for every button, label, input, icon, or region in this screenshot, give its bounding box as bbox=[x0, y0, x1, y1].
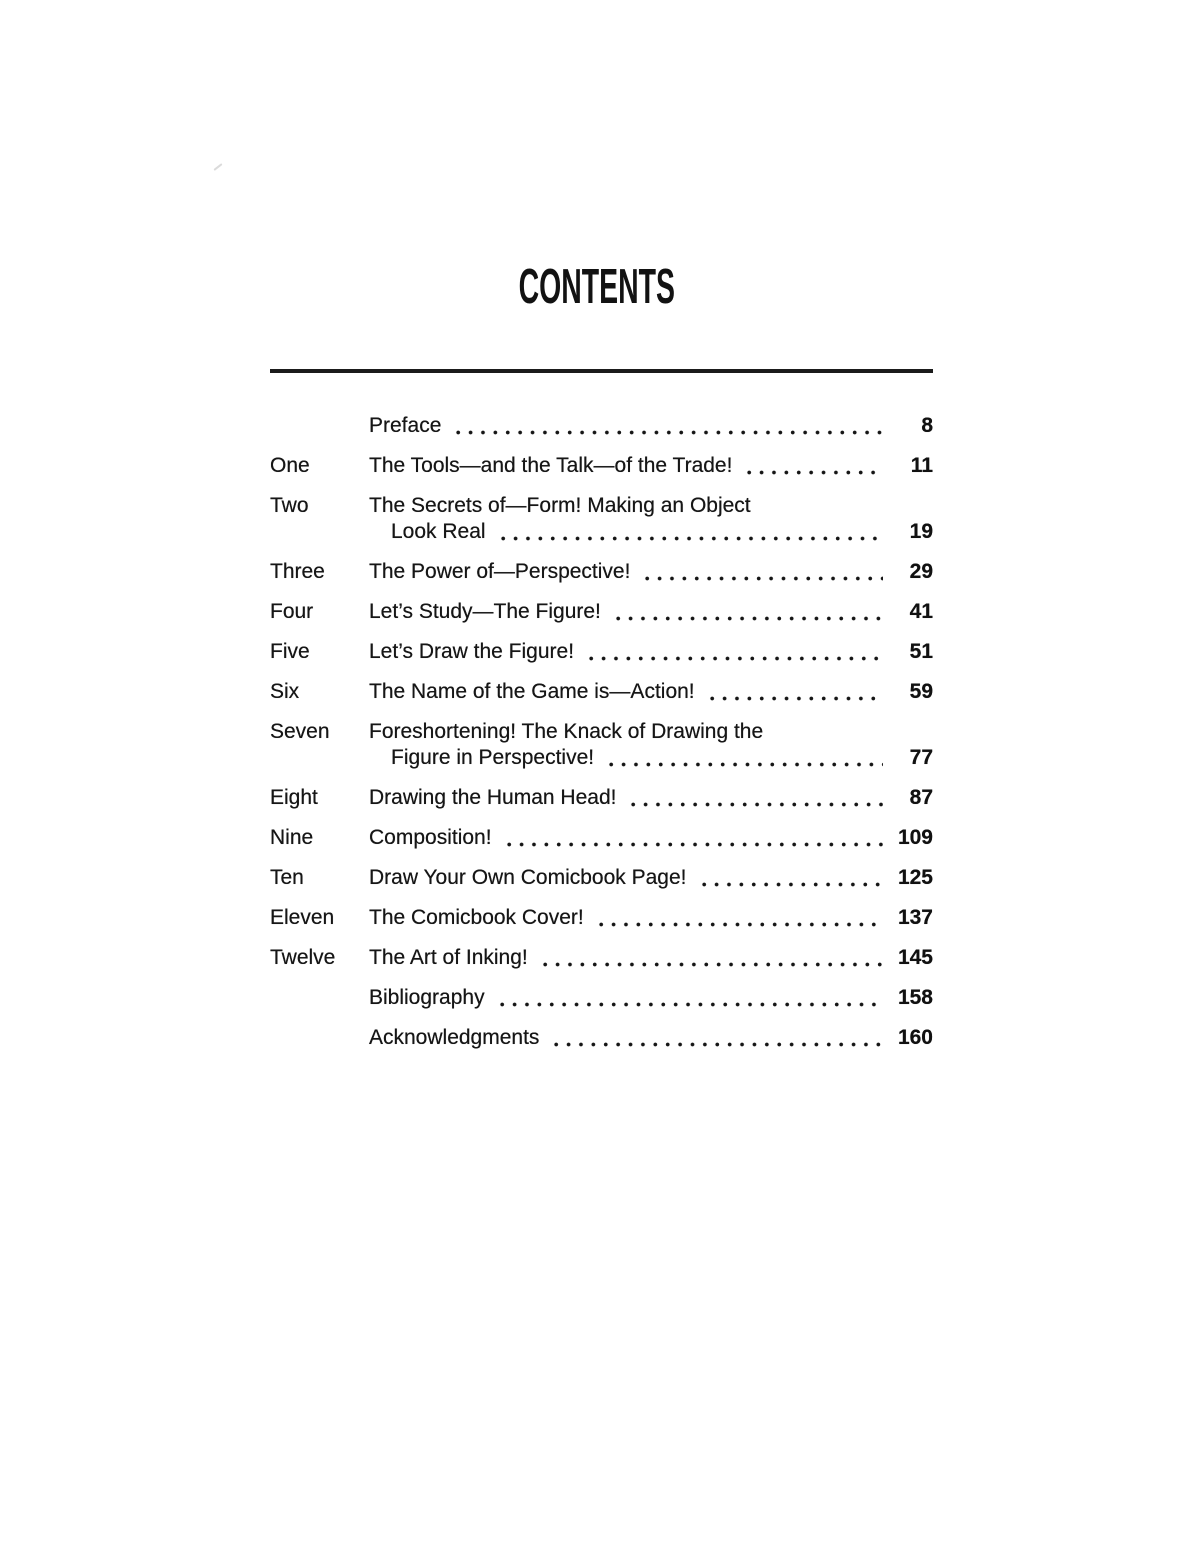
dot-leader bbox=[603, 745, 883, 771]
entry-line bbox=[369, 719, 933, 745]
dot-leader bbox=[548, 1025, 883, 1051]
entry-title-text: Foreshortening! The Knack of Drawing the bbox=[369, 720, 764, 743]
toc-entry-row bbox=[270, 413, 933, 439]
chapter-number-label: Three bbox=[270, 560, 325, 583]
dot-leader bbox=[494, 985, 883, 1011]
entry-title-block bbox=[369, 679, 933, 705]
dot-leader bbox=[625, 785, 883, 811]
chapter-number-label: Four bbox=[270, 600, 314, 623]
entry-title-text: Drawing the Human Head! bbox=[369, 786, 617, 809]
toc-entry-row bbox=[270, 825, 933, 851]
chapter-number-label: Six bbox=[270, 680, 300, 703]
entry-line bbox=[369, 945, 933, 971]
toc-list bbox=[270, 413, 933, 1065]
dot-leader bbox=[704, 679, 883, 705]
entry-title-text: The Tools—and the Talk—of the Trade! bbox=[369, 454, 733, 477]
title-divider-rule bbox=[270, 369, 933, 373]
entry-title-text: Bibliography bbox=[369, 986, 485, 1009]
entry-line bbox=[369, 865, 933, 891]
entry-title-text: Let’s Draw the Figure! bbox=[369, 640, 575, 663]
entry-title-block bbox=[369, 599, 933, 625]
entry-title-block bbox=[369, 453, 933, 479]
dot-leader bbox=[696, 865, 884, 891]
entry-line bbox=[369, 639, 933, 665]
toc-entry-row bbox=[270, 985, 933, 1011]
page-number: 87 bbox=[909, 786, 933, 809]
page-number: 29 bbox=[909, 560, 933, 583]
toc-entry-row bbox=[270, 945, 933, 971]
page-number: 125 bbox=[897, 866, 933, 889]
page-title-area bbox=[270, 260, 933, 314]
entry-line bbox=[369, 985, 933, 1011]
entry-title-block bbox=[369, 865, 933, 891]
toc-entry-row bbox=[270, 453, 933, 479]
entry-title-block bbox=[369, 945, 933, 971]
entry-title-text: The Comicbook Cover! bbox=[369, 906, 584, 929]
toc-entry-row bbox=[270, 865, 933, 891]
entry-title-text: Let’s Study—The Figure! bbox=[369, 600, 601, 623]
chapter-number-label bbox=[270, 413, 369, 439]
page-number: 137 bbox=[897, 906, 933, 929]
entry-title-block bbox=[369, 413, 933, 439]
chapter-number-label: One bbox=[270, 454, 310, 477]
toc-entry-row bbox=[270, 493, 933, 545]
entry-title-block bbox=[369, 559, 933, 585]
page-number: 59 bbox=[909, 680, 933, 703]
toc-entry-row bbox=[270, 559, 933, 585]
entry-line bbox=[369, 825, 933, 851]
entry-title-block bbox=[369, 1025, 933, 1051]
toc-entry-row bbox=[270, 679, 933, 705]
chapter-number-label bbox=[270, 985, 369, 1011]
entry-title-block bbox=[369, 905, 933, 931]
chapter-number-label: Nine bbox=[270, 826, 314, 849]
dot-leader bbox=[593, 905, 883, 931]
dot-leader bbox=[583, 639, 883, 665]
page-number: 19 bbox=[909, 520, 933, 543]
entry-line bbox=[369, 905, 933, 931]
chapter-number-label: Seven bbox=[270, 720, 330, 743]
entry-title-text: Draw Your Own Comicbook Page! bbox=[369, 866, 687, 889]
entry-line bbox=[369, 559, 933, 585]
entry-title-block bbox=[369, 493, 933, 545]
entry-line bbox=[369, 679, 933, 705]
page-number: 8 bbox=[921, 414, 933, 437]
entry-title-text: The Art of Inking! bbox=[369, 946, 528, 969]
toc-entry-row bbox=[270, 1025, 933, 1051]
entry-line bbox=[369, 453, 933, 479]
toc-entry-row bbox=[270, 639, 933, 665]
toc-entry-row bbox=[270, 599, 933, 625]
entry-title-text: Figure in Perspective! bbox=[391, 746, 595, 769]
page-number: 160 bbox=[897, 1026, 933, 1049]
chapter-number-label: Eleven bbox=[270, 906, 335, 929]
scan-speck bbox=[213, 163, 222, 171]
chapter-number-label: Two bbox=[270, 494, 309, 517]
entry-line bbox=[369, 1025, 933, 1051]
toc-entry-row bbox=[270, 785, 933, 811]
chapter-number-label: Eight bbox=[270, 786, 318, 809]
entry-title-text: Look Real bbox=[391, 520, 486, 543]
entry-line bbox=[369, 493, 933, 519]
entry-title-text: Preface bbox=[369, 414, 442, 437]
page-title: CONTENTS bbox=[518, 260, 675, 314]
chapter-number-label bbox=[270, 1025, 369, 1051]
page-number: 109 bbox=[897, 826, 933, 849]
entry-line bbox=[369, 599, 933, 625]
dot-leader bbox=[610, 599, 883, 625]
page-number: 41 bbox=[909, 600, 933, 623]
chapter-number-label: Ten bbox=[270, 866, 304, 889]
entry-title-block bbox=[369, 785, 933, 811]
entry-title-text: The Name of the Game is—Action! bbox=[369, 680, 695, 703]
entry-title-block bbox=[369, 639, 933, 665]
toc-entry-row bbox=[270, 719, 933, 771]
dot-leader bbox=[741, 453, 883, 479]
chapter-number-label: Twelve bbox=[270, 946, 336, 969]
dot-leader bbox=[501, 825, 883, 851]
dot-leader bbox=[639, 559, 883, 585]
page-number: 158 bbox=[897, 986, 933, 1009]
page-number: 145 bbox=[897, 946, 933, 969]
page-number: 11 bbox=[910, 454, 933, 477]
entry-title-block bbox=[369, 985, 933, 1011]
entry-line bbox=[369, 745, 933, 771]
entry-title-text: Acknowledgments bbox=[369, 1026, 540, 1049]
entry-title-text: The Secrets of—Form! Making an Object bbox=[369, 494, 751, 517]
entry-line bbox=[369, 413, 933, 439]
entry-title-block bbox=[369, 825, 933, 851]
entry-line bbox=[369, 519, 933, 545]
chapter-number-label: Five bbox=[270, 640, 310, 663]
entry-title-block bbox=[369, 719, 933, 771]
page-number: 51 bbox=[909, 640, 933, 663]
entry-line bbox=[369, 785, 933, 811]
toc-entry-row bbox=[270, 905, 933, 931]
page-number: 77 bbox=[909, 746, 933, 769]
entry-title-text: The Power of—Perspective! bbox=[369, 560, 631, 583]
dot-leader bbox=[495, 519, 883, 545]
dot-leader bbox=[450, 413, 883, 439]
entry-title-text: Composition! bbox=[369, 826, 492, 849]
dot-leader bbox=[537, 945, 883, 971]
